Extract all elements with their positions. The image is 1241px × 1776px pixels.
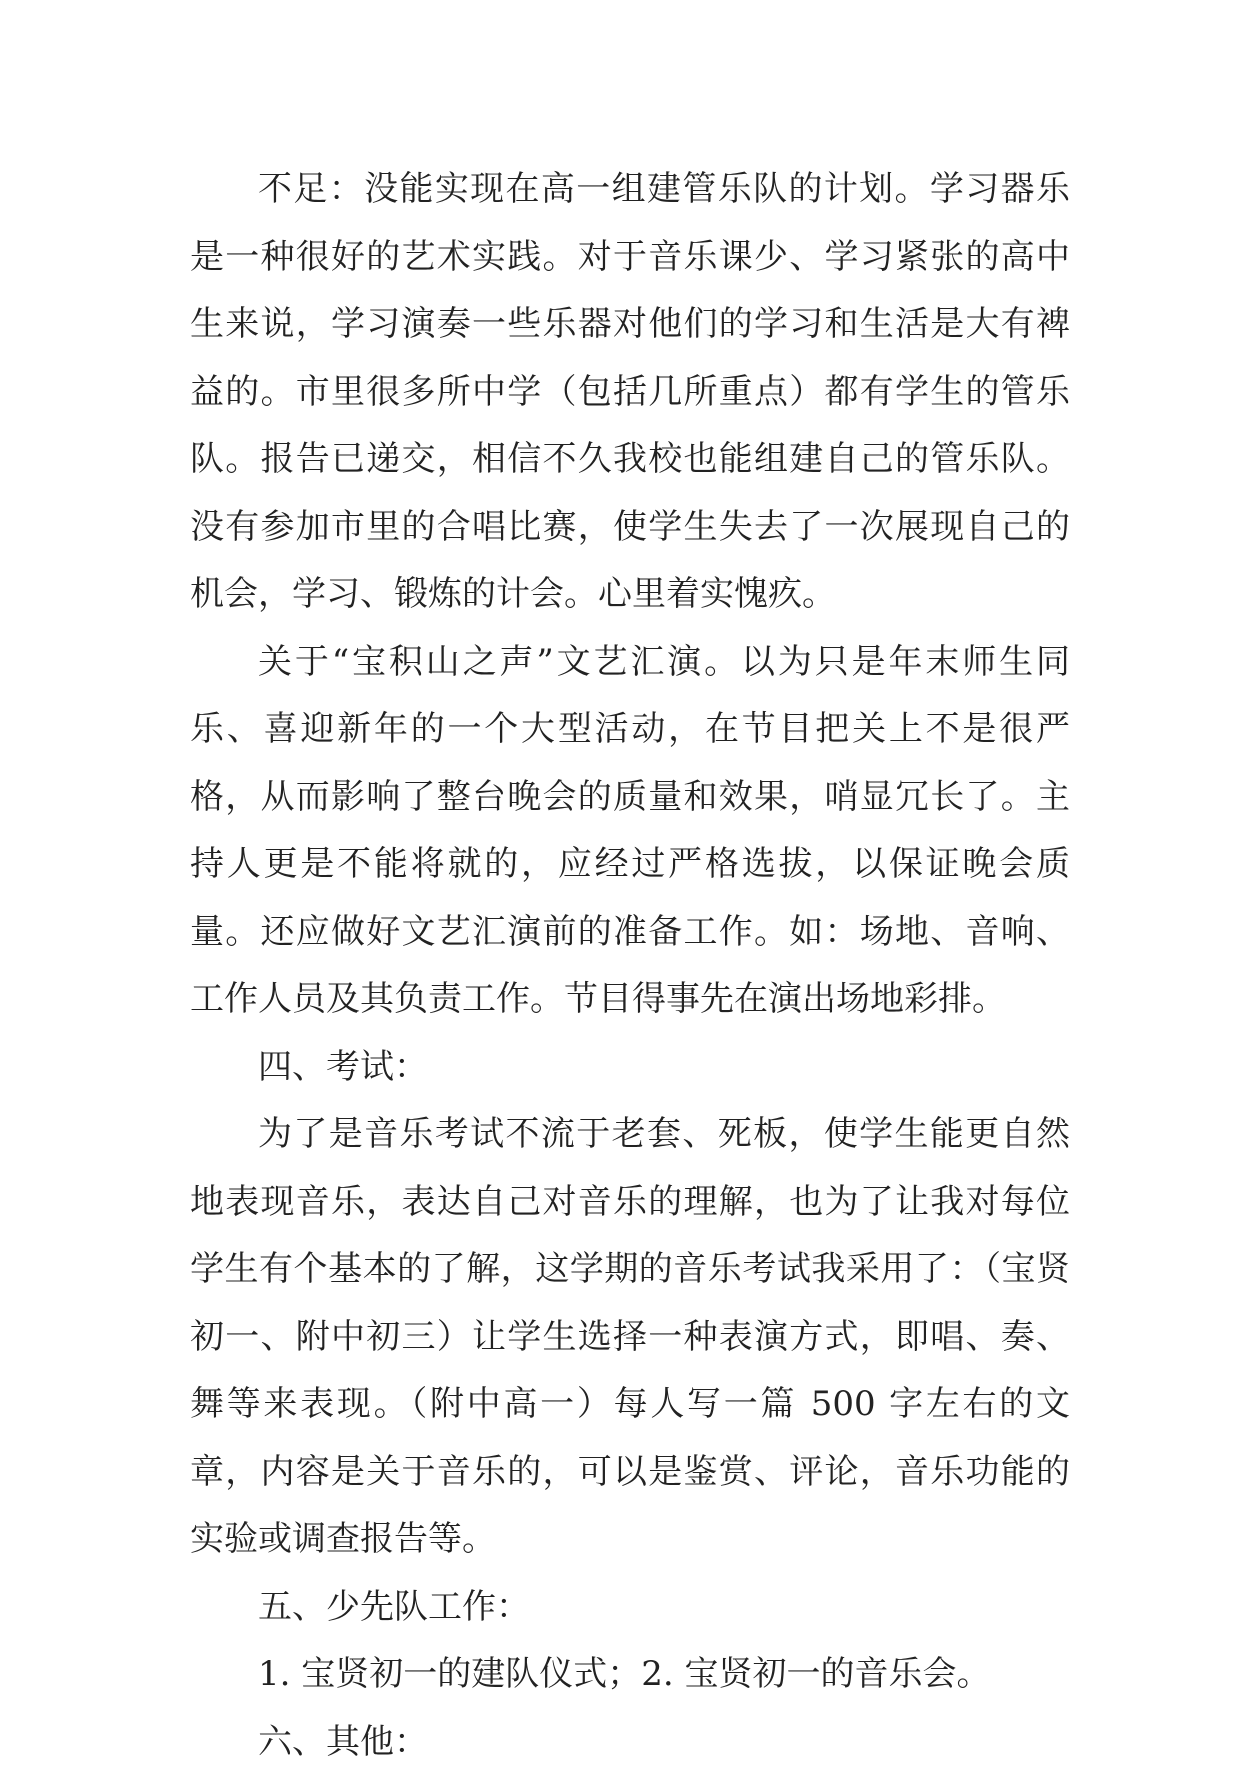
- paragraph-young-pioneers: 1. 宝贤初一的建队仪式；2. 宝贤初一的音乐会。: [190, 1641, 1070, 1709]
- paragraph-shortcomings: 不足：没能实现在高一组建管乐队的计划。学习器乐是一种很好的艺术实践。对于音乐课少、学习紧张的高中生来说，学习演奏一些乐器对他们的学习和生活是大有裨益的。市里很多所中学（包括几所重点）都有学生的管乐队。报告已递交，相信不久我校也能组建自己的管乐队。没有参加市里的合唱比赛，使学生失去了一次展现自己的机会，学习、锻炼的计会。心里着实愧疚。: [190, 156, 1070, 629]
- section-heading-exams: 四、考试：: [190, 1034, 1070, 1102]
- document-body: [190, 156, 1070, 1776]
- section-heading-other: 六、其他：: [190, 1709, 1070, 1776]
- paragraph-exams: 为了是音乐考试不流于老套、死板，使学生能更自然地表现音乐，表达自己对音乐的理解，也为了让我对每位学生有个基本的了解，这学期的音乐考试我采用了：（宝贤初一、附中初三）让学生选择一种表演方式，即唱、奏、舞等来表现。（附中高一）每人写一篇 500 字左右的文章，内容是关于音乐的，可以是鉴赏、评论，音乐功能的实验或调查报告等。: [190, 1101, 1070, 1574]
- paragraph-art-performance: 关于“宝积山之声”文艺汇演。以为只是年末师生同乐、喜迎新年的一个大型活动，在节目把关上不是很严格，从而影响了整台晚会的质量和效果，哨显冗长了。主持人更是不能将就的，应经过严格选拔，以保证晚会质量。还应做好文艺汇演前的准备工作。如：场地、音响、工作人员及其负责工作。节目得事先在演出场地彩排。: [190, 629, 1070, 1034]
- section-heading-young-pioneers: 五、少先队工作：: [190, 1574, 1070, 1642]
